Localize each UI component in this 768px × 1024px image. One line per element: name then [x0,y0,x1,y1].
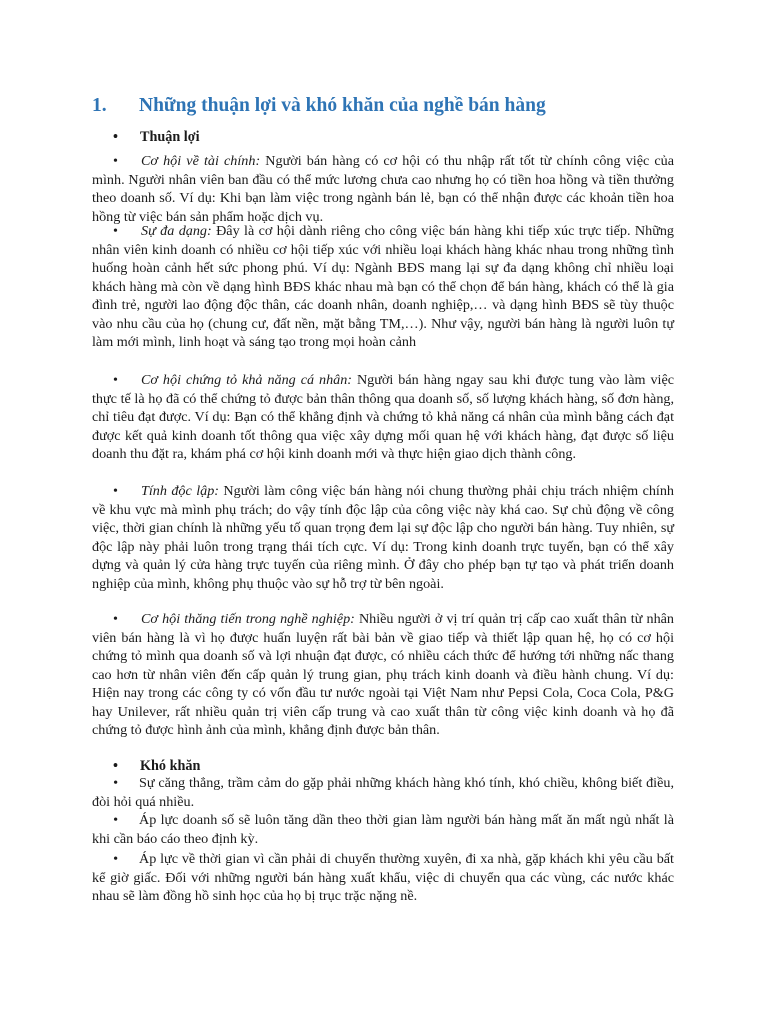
bullet-icon: • [113,223,118,239]
item-text: Áp lực doanh số sẽ luôn tăng dần theo thời gian làm người bán hàng mất ăn mất ngủ nhất là khi cần báo cáo theo định kỳ. [92,812,674,847]
advantages-label: Thuận lợi [140,129,200,145]
bullet-icon: • [113,483,118,499]
item-text: Sự căng thẳng, trầm cảm do gặp phải những khách hàng khó tính, khó chiều, không biết điều, đòi hỏi quá nhiều. [92,775,674,810]
disadvantage-item-stress [92,774,674,811]
item-text: Nhiều người ở vị trí quản trị cấp cao xuất thân từ nhân viên bán hàng là vì họ được huấn luyện rất bài bản về giao tiếp và thiết lập quan hệ, họ có cơ hội chứng tỏ mình qua doanh số và lợi nhuận đạt được, có nhiều cách thức để hướng tới những nấc thang cao hơn từ nhân viên đến cấp quản lý trung gian, phụ trách kinh doanh và điều hành chung. Ví dụ: Hiện nay trong các công ty có vốn đầu tư nước ngoài tại Việt Nam như Pepsi Cola, Coca Cola, P&G hay Unilever, rất nhiều quản trị viên cấp trung và cao xuất thân từ công việc kinh doanh và họ đã chứng tỏ được hình ảnh của mình, khẳng định được bản thân. [92,611,674,739]
bullet-icon: • [113,851,118,867]
disadvantages-label-row [113,757,200,775]
item-lead: Cơ hội chứng tỏ khả năng cá nhân: [141,372,352,388]
bullet-icon: • [113,372,118,388]
advantage-item-diversity [92,222,674,352]
disadvantage-item-sales-pressure [92,811,674,848]
bullet-icon: • [113,611,118,627]
section-title: Những thuận lợi và khó khăn của nghề bán hàng [139,95,546,116]
bullet-icon: • [113,775,118,791]
item-lead: Sự đa dạng: [141,223,212,239]
bullet-icon: • [113,129,118,145]
item-text: Áp lực về thời gian vì cần phải di chuyển thường xuyên, đi xa nhà, gặp khách khi yêu cầu bất kể giờ giấc. Đối với những người bán hàng xuất khẩu, việc di chuyển qua các vùng, các nước khác nhau sẽ làm đồng hồ sinh học của họ bị trục trặc nặng nề. [92,851,674,905]
advantage-item-promotion [92,610,674,740]
item-text: Đây là cơ hội dành riêng cho công việc bán hàng khi tiếp xúc trực tiếp. Những nhân viên kinh doanh có nhiều cơ hội tiếp xúc với nhiều loại khách hàng khác nhau trong những tình huống hoàn cảnh hết sức phong phú. Ví dụ: Ngành BĐS mang lại sự đa dạng không chỉ nhiều loại khách hàng mà còn về dạng hình BĐS khác nhau mà bạn có thể chọn để bán hàng, khách có thể là gia đình trẻ, người lao động độc thân, các doanh nhân, doanh nghiệp,… và dạng hình BĐS sẽ tùy thuộc vào nhu cầu của họ (chung cư, đất nền, mặt bằng TM,…). Như vậy, người bán hàng là người luôn tự làm mới mình, linh hoạt và sáng tạo trong mọi hoàn cảnh [92,223,674,351]
advantages-label-row [113,128,200,146]
item-lead: Cơ hội về tài chính: [141,153,261,169]
disadvantages-label: Khó khăn [140,758,201,774]
advantage-item-independence [92,482,674,593]
item-lead: Cơ hội thăng tiến trong nghề nghiệp: [141,611,355,627]
section-heading [92,94,712,118]
bullet-icon: • [113,153,118,169]
advantage-item-financial [92,152,674,226]
advantage-item-prove-ability [92,371,674,464]
item-text: Người làm công việc bán hàng nói chung thường phải chịu trách nhiệm chính về khu vực mà mình phụ trách; do vậy tính độc lập của công việc này khá cao. Sự chủ động về công việc, thời gian chính là những yếu tố quan trọng đem lại sự độc lập cho người bán hàng. Tuy nhiên, sự độc lập này phải luôn trong trạng thái tích cực. Ví dụ: Trong kinh doanh trực tuyến, bạn có thể xây dựng và quản lý cửa hàng trực tuyến của riêng mình. Ở đây cho phép bạn tự tạo và phát triển doanh nghiệp của mình, không phụ thuộc vào sự hỗ trợ từ bên ngoài. [92,483,674,592]
bullet-icon: • [113,758,118,774]
disadvantage-item-time-pressure [92,850,674,906]
item-text: Người bán hàng ngay sau khi được tung vào làm việc thực tế là họ đã có thể chứng tỏ được bản thân thông qua doanh số, số lượng khách hàng, số đơn hàng, chỉ tiêu đạt được. Ví dụ: Bạn có thể khẳng định và chứng tỏ khả năng cá nhân của mình bằng cách đạt được kết quả kinh doanh tốt thông qua việc xây dựng mối quan hệ với khách hàng, đạt được số liệu doanh thu đặt ra, khám phá cơ hội kinh doanh mới và thực hiện giao dịch thành công. [92,372,675,463]
section-number: 1. [92,95,107,116]
item-text: Người bán hàng có cơ hội có thu nhập rất tốt từ chính công việc của mình. Người nhân viên ban đầu có thể mức lương chưa cao nhưng họ có tiền hoa hồng và tiền thưởng theo doanh số. Ví dụ: Khi bạn làm việc trong ngành bán lẻ, bạn có thể nhận được các khoản tiền hoa hồng từ việc bán sản phẩm hoặc dịch vụ. [92,153,674,225]
item-lead: Tính độc lập: [141,483,219,499]
bullet-icon: • [113,812,118,828]
